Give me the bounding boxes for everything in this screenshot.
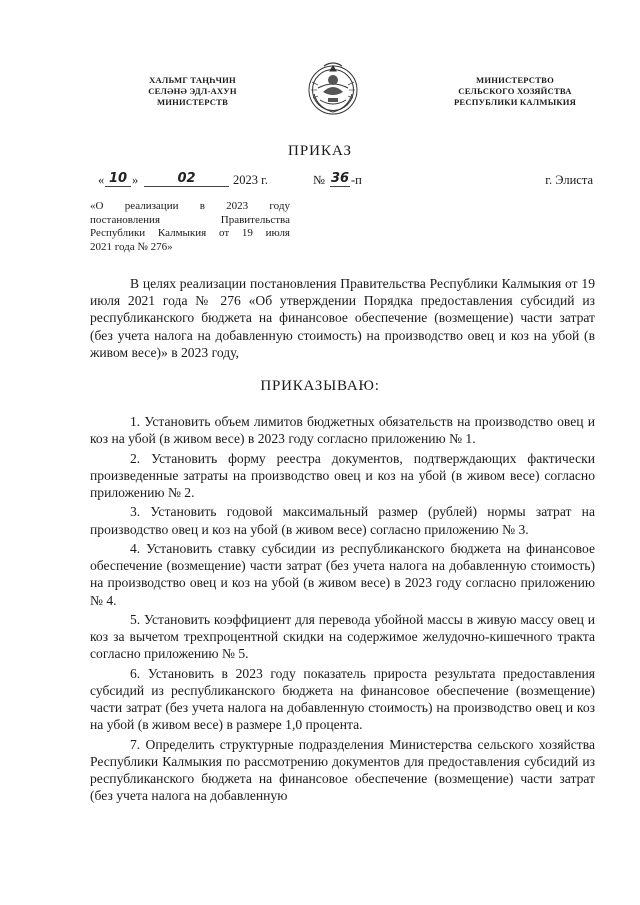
quote-open: « bbox=[98, 173, 105, 187]
document-title: ПРИКАЗ bbox=[288, 143, 352, 159]
subject-word: в bbox=[199, 200, 205, 212]
order-heading: ПРИКАЗЫВАЮ: bbox=[260, 378, 380, 394]
order-items bbox=[90, 413, 595, 807]
subject-line bbox=[90, 241, 290, 255]
order-number: 36 bbox=[330, 171, 350, 186]
coat-of-arms-icon bbox=[306, 58, 360, 118]
subject-word: реализации bbox=[124, 200, 179, 212]
number-sign: № bbox=[313, 173, 325, 187]
order-item: 1. Установить объем лимитов бюджетных обязательств на производство овец и коз на убой (в живом весе) в 2023 году согласно приложению № 1. bbox=[90, 414, 595, 447]
subject-line bbox=[90, 200, 290, 214]
ministry-name-russian bbox=[425, 75, 605, 108]
header-right-line: РЕСПУБЛИКИ КАЛМЫКИЯ bbox=[453, 97, 577, 107]
order-item: 2. Установить форму реестра документов, подтверждающих фактически произведенные затраты на производство овец и коз на убой (в живом весе) согласно приложению № 2. bbox=[90, 450, 595, 500]
subject-word: июля bbox=[265, 227, 290, 239]
subject-line bbox=[90, 227, 290, 241]
order-item: 3. Установить годовой максимальный размер (рублей) нормы затрат на производство овец и коз на убой (в живом весе) согласно приложению № 3. bbox=[90, 504, 595, 537]
preamble-paragraph: В целях реализации постановления Правительства Республики Калмыкия от 19 июля 2021 года № 276 «Об утверждении Порядка предоставления субсидий из республиканского бюджета на финансовое обеспечение (возмещение) части затрат (без учета налога на добавленную стоимость) на производство овец и коз на убой (в живом весе)» в 2023 году, bbox=[90, 276, 595, 360]
subject-word: от bbox=[218, 227, 230, 239]
order-year: 2023 г. bbox=[233, 173, 268, 187]
preamble bbox=[90, 275, 595, 361]
subject-word: Республики bbox=[90, 227, 146, 239]
header-right-line: СЕЛЬСКОГО ХОЗЯЙСТВА bbox=[458, 86, 572, 96]
subject-word: 2023 bbox=[226, 200, 249, 212]
subject-word: постановления bbox=[90, 213, 161, 226]
subject-word: Калмыкия bbox=[157, 227, 207, 239]
order-item: 7. Определить структурные подразделения Министерства сельского хозяйства Республики Калмыкия по рассмотрению документов для предоставления субсидий из республиканского бюджета на финансовое обеспечение (возмещение) части затрат (без учета налога на добавленную bbox=[90, 736, 595, 804]
subject-line bbox=[90, 214, 290, 228]
order-month: 02 bbox=[144, 171, 229, 187]
header-right-line: МИНИСТЕРСТВО bbox=[476, 75, 554, 85]
date-number-row bbox=[98, 173, 593, 191]
header-left-line: МИНИСТЕРСТВ bbox=[156, 97, 229, 107]
subject-word: Правительства bbox=[220, 213, 290, 226]
order-subject bbox=[90, 200, 290, 254]
city: г. Элиста bbox=[545, 173, 593, 187]
order-item: 4. Установить ставку субсидии из республиканского бюджета на финансовое обеспечение (возмещение) части затрат (без учета налога на добавленную стоимость) на производство овец и коз на убой (в живом весе) в 2023 году согласно приложению № 4. bbox=[90, 540, 595, 608]
subject-word: «О bbox=[90, 200, 104, 212]
subject-word: 19 bbox=[241, 227, 253, 239]
number-suffix: -п bbox=[351, 173, 362, 187]
header-left-line: ХАЛЬМГ ТАҢҺЧИН bbox=[149, 75, 236, 85]
subject-word: 2021 года № 276» bbox=[90, 240, 173, 253]
order-item: 6. Установить в 2023 году показатель прироста результата предоставления субсидий из республиканского бюджета на финансовое обеспечение (возмещение) части затрат (без учета налога на добавленную стоимость) на производство овец и коз на убой (в живом весе) в размере 1,0 процента. bbox=[90, 665, 595, 733]
header-left-line: СЕЛӘНӘ ЭДЛ-АХУН bbox=[148, 86, 237, 96]
order-item: 5. Установить коэффициент для перевода убойной массы в живую массу овец и коз за вычетом трехпроцентной скидки на содержимое желудочно-кишечного тракта согласно приложению № 5. bbox=[90, 611, 595, 662]
order-day: 10 bbox=[105, 171, 131, 187]
ministry-name-kalmyk bbox=[120, 75, 265, 108]
subject-word: году bbox=[269, 200, 290, 212]
quote-close: » bbox=[132, 173, 139, 187]
